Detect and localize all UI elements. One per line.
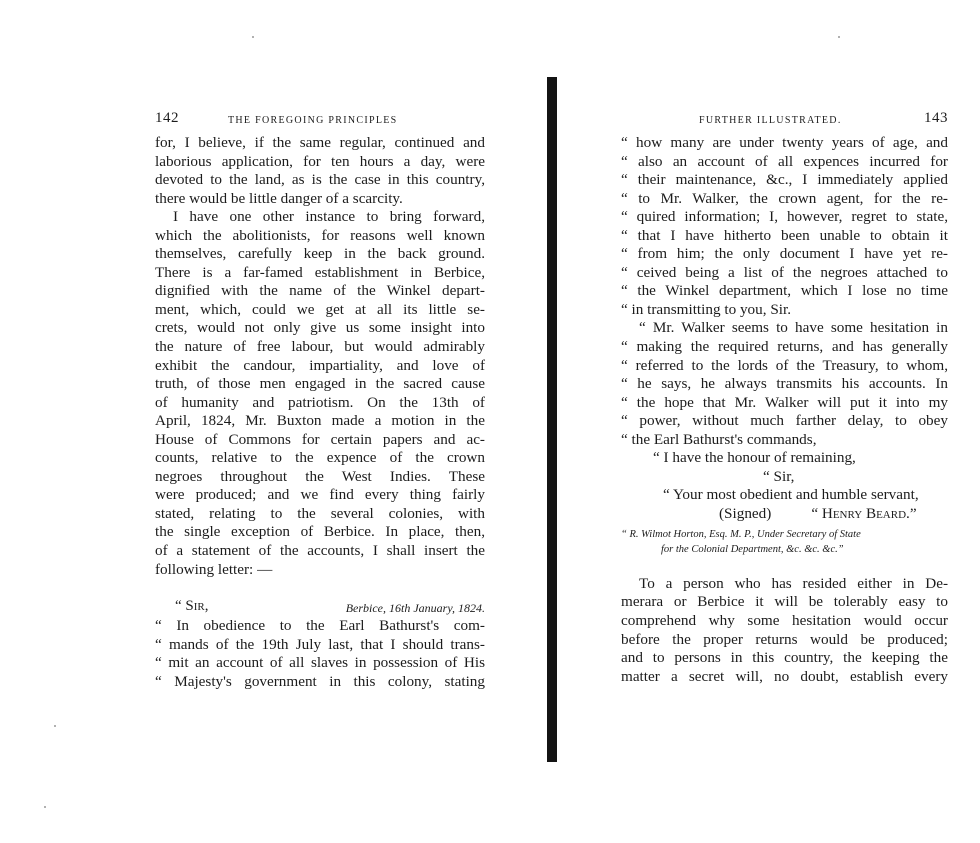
- letter-line: “ quired information; I, however, regret to state,: [621, 208, 948, 226]
- text-line: there would be little danger of a scarcity.: [155, 189, 403, 207]
- closing-line: “ I have the honour of remaining,: [653, 449, 856, 467]
- text-line: devoted to the land, as is the case in this country,: [155, 171, 485, 189]
- left-running-title: THE FOREGOING PRINCIPLES: [228, 115, 398, 126]
- text-line: I have one other instance to bring forward,: [173, 208, 485, 226]
- right-running-head: [621, 110, 948, 134]
- letter-salutation: “ Sir,: [175, 598, 209, 615]
- letter-closing: [621, 449, 948, 525]
- text-line: crets, would not only give us some insight into: [155, 319, 485, 337]
- paper-speck: [54, 725, 56, 727]
- text-line: negroes throughout the West Indies. These: [155, 467, 485, 485]
- right-page: [621, 110, 948, 686]
- text-line: truth, of those men engaged in the sacred cause: [155, 375, 485, 393]
- letter-line: “ making the required returns, and has generally: [621, 338, 948, 356]
- letter-heading: [155, 597, 485, 617]
- signer-name: “ Henry Beard.”: [811, 504, 917, 522]
- letter-addressee: [621, 527, 948, 557]
- closing-line: “ Your most obedient and humble servant,: [663, 486, 919, 504]
- text-line: which the abolitionists, for reasons well known: [155, 226, 485, 244]
- letter-line: “ In obedience to the Earl Bathurst's com-: [155, 617, 485, 635]
- letter-line: “ ceived being a list of the negroes attached to: [621, 263, 948, 281]
- left-page: [155, 110, 485, 691]
- left-running-head: [155, 110, 485, 134]
- text-line: themselves, carefully keep in the back ground.: [155, 245, 485, 263]
- text-line: There is a far-famed establishment in Berbice,: [155, 263, 485, 281]
- text-line: the nature of free labour, but would admirably: [155, 338, 485, 356]
- left-page-number: 142: [155, 110, 179, 126]
- text-line: counts, relative to the expence of the crown: [155, 449, 485, 467]
- addressee-line: for the Colonial Department, &c. &c. &c.”: [661, 543, 844, 555]
- letter-line: “ mit an account of all slaves in possession of His: [155, 654, 485, 672]
- right-running-title: FURTHER ILLUSTRATED.: [699, 115, 842, 126]
- letter-line: “ how many are under twenty years of age, and: [621, 134, 948, 151]
- letter-line: “ power, without much farther delay, to obey: [621, 412, 948, 430]
- text-line: the single exception of Berbice. In place, then,: [155, 523, 485, 541]
- text-line: following letter: —: [155, 560, 273, 578]
- letter-line: “ he says, he always transmits his accounts. In: [621, 375, 948, 393]
- letter-line: “ that I have hitherto been unable to obtain it: [621, 226, 948, 244]
- book-gutter: [547, 77, 557, 762]
- paper-speck: [252, 36, 254, 38]
- text-line: were produced; and we find every thing fairly: [155, 486, 485, 504]
- text-line: ment, which, could we get at all its little se-: [155, 300, 485, 318]
- letter-line: “ Majesty's government in this colony, stating: [155, 672, 485, 690]
- text-line: for, I believe, if the same regular, continued and: [155, 134, 485, 151]
- signature-line: [621, 505, 948, 525]
- text-line: exhibit the candour, impartiality, and love of: [155, 356, 485, 374]
- text-line: of a statement of the accounts, I shall insert the: [155, 542, 485, 560]
- letter-line: “ the Earl Bathurst's commands,: [621, 430, 817, 448]
- text-line: and to persons in this country, the keeping the: [621, 649, 948, 667]
- text-line: of humanity and patriotism. On the 13th of: [155, 393, 485, 411]
- text-line: April, 1824, Mr. Buxton made a motion in the: [155, 412, 485, 430]
- text-line: before the proper returns would be produced;: [621, 630, 948, 648]
- text-line: House of Commons for certain papers and ac-: [155, 430, 485, 448]
- text-line: merara or Berbice it will be tolerably easy to: [621, 593, 948, 611]
- text-line: stated, relating to the several colonies, with: [155, 504, 485, 522]
- letter-place-date: Berbice, 16th January, 1824.: [345, 601, 485, 616]
- letter-line: “ in transmitting to you, Sir.: [621, 300, 792, 318]
- letter-line: “ mands of the 19th July last, that I should trans-: [155, 635, 485, 653]
- paper-speck: [838, 36, 840, 38]
- text-line: laborious application, for ten hours a day, were: [155, 152, 485, 170]
- letter-line: “ their maintenance, &c., I immediately applied: [621, 171, 948, 189]
- closing-salutation: “ Sir,: [763, 467, 795, 485]
- letter-line: “ the Winkel department, which I lose no time: [621, 282, 948, 300]
- right-page-number: 143: [924, 110, 948, 126]
- spacer: [155, 579, 485, 597]
- addressee-line: “ R. Wilmot Horton, Esq. M. P., Under Secretary of State: [621, 528, 861, 540]
- signed-label: (Signed): [719, 504, 772, 522]
- letter-line: “ to Mr. Walker, the crown agent, for the re-: [621, 189, 948, 207]
- text-line: dignified with the name of the Winkel depart-: [155, 282, 485, 300]
- letter-line: “ also an account of all expences incurred for: [621, 152, 948, 170]
- letter-line: “ the hope that Mr. Walker will put it into my: [621, 393, 948, 411]
- letter-line: “ Mr. Walker seems to have some hesitation in: [639, 319, 948, 337]
- text-line: To a person who has resided either in De-: [639, 574, 948, 592]
- text-line: comprehend why some hesitation would occur: [621, 612, 948, 630]
- letter-line: “ referred to the lords of the Treasury, to whom,: [621, 356, 948, 374]
- spacer: [621, 557, 948, 575]
- right-body-text: [621, 134, 948, 686]
- left-body-text: [155, 134, 485, 691]
- text-line: matter a secret will, no doubt, establish every: [621, 667, 948, 685]
- letter-line: “ from him; the only document I have yet re-: [621, 245, 948, 263]
- paper-speck: [44, 806, 46, 808]
